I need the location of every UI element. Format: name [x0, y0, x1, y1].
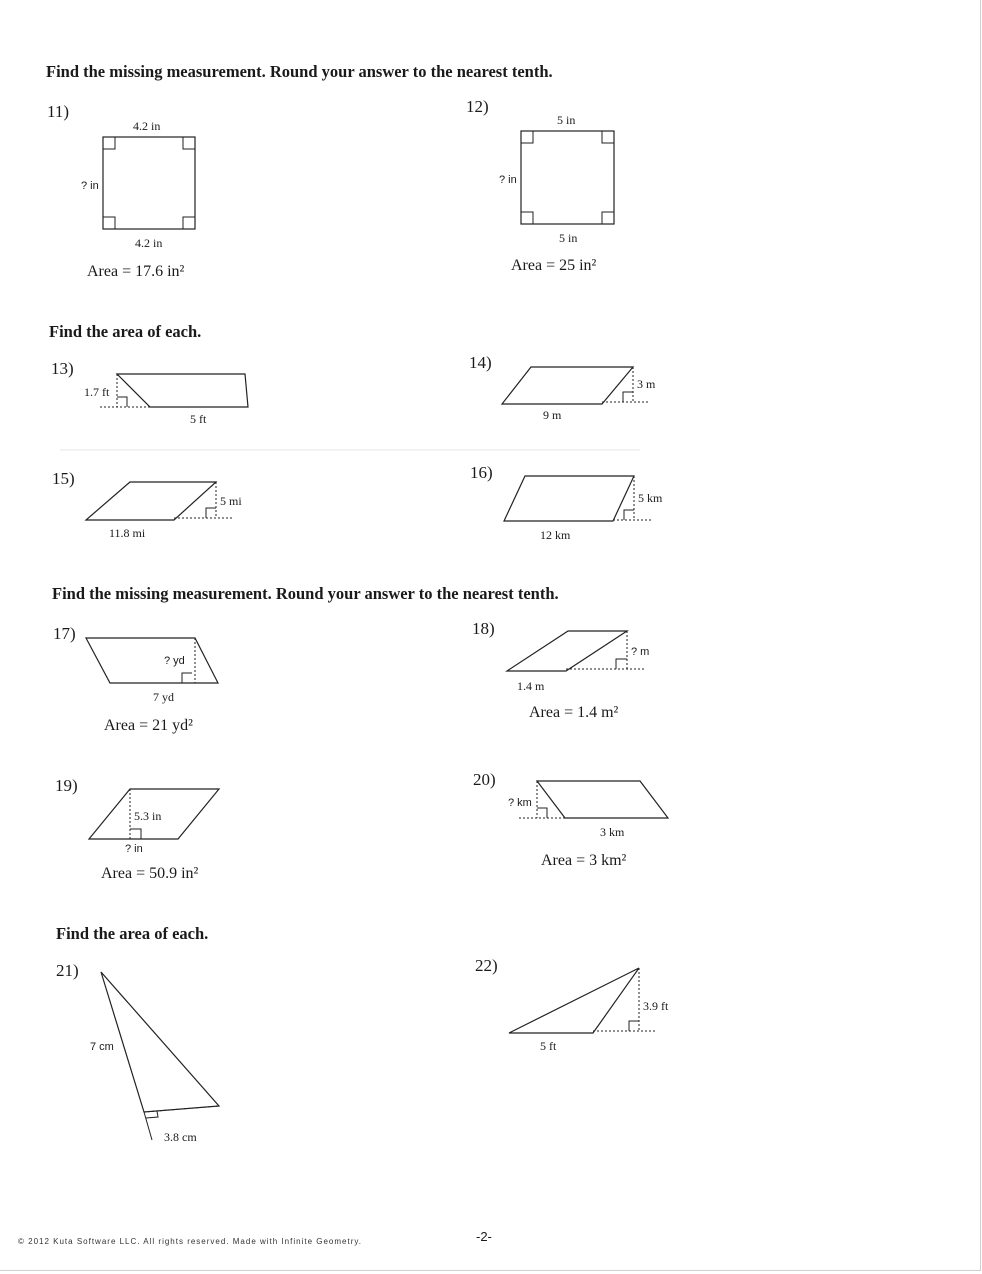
problem-number-18: 18)	[472, 619, 495, 638]
heading-missing-measurement-2: Find the missing measurement. Round your answer to the nearest tenth.	[52, 584, 559, 603]
problem-number-11: 11)	[47, 102, 70, 121]
footer-copyright: © 2012 Kuta Software LLC. All rights reserved. Made with Infinite Geometry.	[18, 1237, 362, 1246]
p22-triangle	[509, 968, 639, 1033]
p18-area: Area = 1.4 m²	[529, 704, 619, 721]
p11-bottom-label: 4.2 in	[135, 236, 163, 250]
p19-area: Area = 50.9 in²	[101, 865, 199, 882]
p16-base-label: 12 km	[540, 528, 571, 542]
problem-number-16: 16)	[470, 463, 493, 482]
p18-parallelogram	[507, 631, 627, 671]
page-number: -2-	[476, 1229, 492, 1244]
p18-base-label: 1.4 m	[517, 679, 545, 693]
problem-number-12: 12)	[466, 97, 489, 116]
p17-height-label: ? yd	[164, 655, 185, 667]
p19-base-label: ? in	[125, 843, 143, 855]
p13-height-label: 1.7 ft	[84, 385, 110, 399]
p21-extension	[144, 1112, 152, 1140]
p13-right-angle	[117, 397, 127, 407]
p22-height-label: 3.9 ft	[643, 999, 669, 1013]
p20-base-label: 3 km	[600, 825, 625, 839]
p16-parallelogram	[504, 476, 634, 521]
p12-right-angle-tr	[602, 131, 614, 143]
p11-right-angle-br	[183, 217, 195, 229]
p21-side-label: 7 cm	[90, 1041, 114, 1053]
p11-right-angle-tr	[183, 137, 195, 149]
p13-base-label: 5 ft	[190, 412, 207, 426]
problem-number-22: 22)	[475, 956, 498, 975]
p11-top-label: 4.2 in	[133, 119, 161, 133]
p12-right-angle-bl	[521, 212, 533, 224]
p17-area: Area = 21 yd²	[104, 717, 193, 734]
p19-height-label: 5.3 in	[134, 809, 162, 823]
heading-find-area-2: Find the area of each.	[56, 924, 209, 943]
p15-base-label: 11.8 mi	[109, 526, 146, 540]
p11-square	[103, 137, 195, 229]
p22-right-angle	[629, 1021, 639, 1031]
p11-right-angle-tl	[103, 137, 115, 149]
problem-number-19: 19)	[55, 776, 78, 795]
p15-parallelogram	[86, 482, 216, 520]
p11-side-label: ? in	[81, 180, 99, 192]
p16-right-angle	[624, 510, 634, 520]
p11-right-angle-bl	[103, 217, 115, 229]
p21-height-label: 3.8 cm	[164, 1130, 197, 1144]
p20-parallelogram	[537, 781, 668, 818]
p14-right-angle	[623, 392, 633, 402]
problem-number-20: 20)	[473, 770, 496, 789]
p17-base-label: 7 yd	[153, 690, 174, 704]
p22-base-label: 5 ft	[540, 1039, 557, 1053]
p12-area: Area = 25 in²	[511, 257, 597, 274]
p15-right-angle	[206, 508, 216, 518]
p12-top-label: 5 in	[557, 113, 576, 127]
p18-right-angle	[616, 659, 627, 669]
p11-area: Area = 17.6 in²	[87, 263, 185, 280]
p13-parallelogram	[117, 374, 248, 407]
p15-height-label: 5 mi	[220, 494, 242, 508]
p12-side-label: ? in	[499, 174, 517, 186]
p20-area: Area = 3 km²	[541, 852, 627, 869]
p21-triangle	[101, 972, 219, 1112]
p20-height-label: ? km	[508, 797, 532, 809]
p12-right-angle-tl	[521, 131, 533, 143]
problem-number-13: 13)	[51, 359, 74, 378]
p12-right-angle-br	[602, 212, 614, 224]
p17-parallelogram	[86, 638, 218, 683]
p14-height-label: 3 m	[637, 377, 656, 391]
p19-right-angle	[130, 829, 141, 839]
problem-number-21: 21)	[56, 961, 79, 980]
heading-missing-measurement: Find the missing measurement. Round your answer to the nearest tenth.	[46, 62, 553, 81]
p12-square	[521, 131, 614, 224]
p16-height-label: 5 km	[638, 491, 663, 505]
p12-bottom-label: 5 in	[559, 231, 578, 245]
p14-base-label: 9 m	[543, 408, 562, 422]
p17-right-angle	[182, 673, 192, 683]
problem-number-17: 17)	[53, 624, 76, 643]
problem-number-15: 15)	[52, 469, 75, 488]
heading-find-area: Find the area of each.	[49, 322, 202, 341]
p14-parallelogram	[502, 367, 633, 404]
problem-number-14: 14)	[469, 353, 492, 372]
p20-right-angle	[537, 808, 547, 818]
p18-height-label: ? m	[631, 646, 650, 658]
